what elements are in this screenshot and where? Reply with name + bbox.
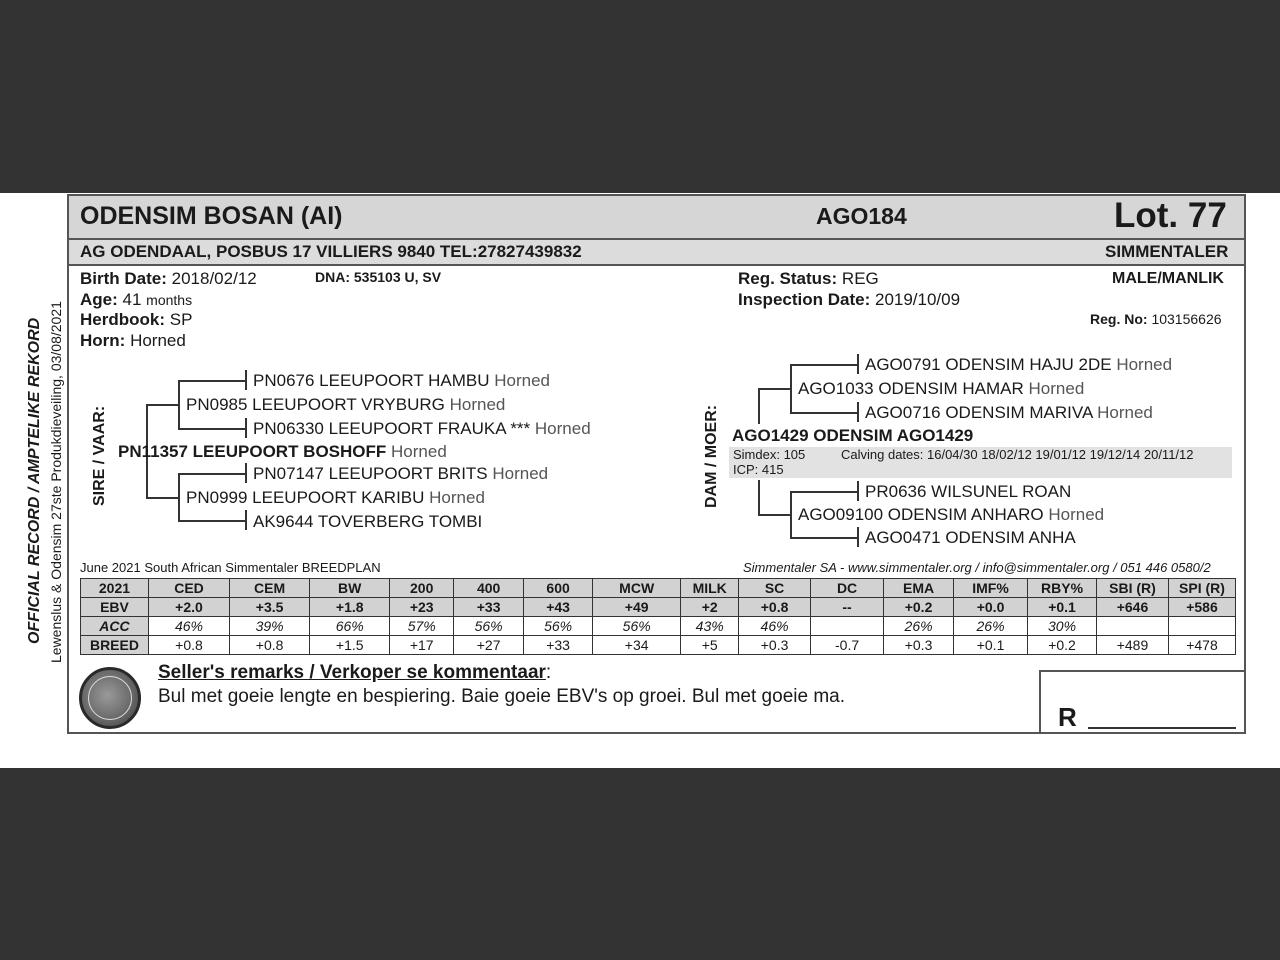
table-cell: +49 [593, 598, 681, 617]
dam-ggd1: AGO0716 ODENSIM MARIVA Horned [865, 403, 1153, 422]
dam-ggs2: PR0636 WILSUNEL ROAN [865, 482, 1072, 501]
table-cell: +0.8 [148, 636, 229, 655]
table-cell: +586 [1168, 598, 1235, 617]
sire-label: SIRE / VAAR: [91, 405, 108, 506]
breed-label: SIMMENTALER [1105, 242, 1229, 261]
price-input-line [1088, 727, 1236, 729]
table-cell: +3.5 [230, 598, 310, 617]
animal-name: ODENSIM BOSAN (AI) [80, 202, 343, 230]
herdbook: Herdbook: SP [80, 310, 193, 329]
table-cell: +2 [681, 598, 739, 617]
col-header: IMF% [954, 579, 1028, 598]
lot-number: Lot. 77 [1114, 196, 1227, 235]
table-cell: +27 [454, 636, 524, 655]
col-header: MCW [593, 579, 681, 598]
society-contact: Simmentaler SA - www.simmentaler.org / info@simmentaler.org / 051 446 0580/2 [743, 560, 1211, 575]
table-cell: +34 [593, 636, 681, 655]
table-cell [1168, 617, 1235, 636]
table-cell: +2.0 [148, 598, 229, 617]
table-cell: -0.7 [811, 636, 884, 655]
col-header: CEM [230, 579, 310, 598]
table-cell: 56% [593, 617, 681, 636]
dam-gs1: AGO1033 ODENSIM HAMAR Horned [798, 379, 1085, 398]
row-header: BREED [81, 636, 149, 655]
table-cell: +0.8 [739, 598, 811, 617]
table-cell: 26% [954, 617, 1028, 636]
table-cell: 56% [524, 617, 593, 636]
table-row [81, 617, 1236, 636]
sex-label: MALE/MANLIK [1112, 270, 1224, 287]
official-record-label: OFFICIAL RECORD / AMPTELIKE REKORD [26, 317, 43, 644]
col-header: MILK [681, 579, 739, 598]
age: Age: 41 months [80, 290, 193, 309]
table-cell: +1.5 [310, 636, 390, 655]
col-header: SBI (R) [1097, 579, 1169, 598]
table-cell: +0.0 [954, 598, 1028, 617]
animal-code: AGO184 [816, 203, 907, 229]
ebv-header-row [81, 579, 1236, 598]
table-cell: +478 [1168, 636, 1235, 655]
col-header: 2021 [81, 579, 149, 598]
sire-gd1: PN0999 LEEUPOORT KARIBU Horned [186, 488, 485, 507]
table-cell [1097, 617, 1169, 636]
table-cell: +0.2 [884, 598, 954, 617]
sire-ggs1: PN0676 LEEUPOORT HAMBU Horned [253, 371, 551, 390]
sire-ggd2: AK9644 TOVERBERG TOMBI [253, 512, 483, 531]
col-header: SPI (R) [1168, 579, 1235, 598]
table-cell: +23 [390, 598, 454, 617]
table-cell: +1.8 [310, 598, 390, 617]
table-cell: +646 [1097, 598, 1169, 617]
breedplan-note: June 2021 South African Simmentaler BREEDPLAN [80, 560, 381, 575]
table-cell: 46% [739, 617, 811, 636]
col-header: BW [310, 579, 390, 598]
table-cell: +17 [390, 636, 454, 655]
table-cell: 66% [310, 617, 390, 636]
dam-ggs1: AGO0791 ODENSIM HAJU 2DE Horned [865, 355, 1173, 374]
table-cell: +0.2 [1028, 636, 1097, 655]
table-cell: +0.3 [884, 636, 954, 655]
table-cell: 30% [1028, 617, 1097, 636]
dam-name: AGO1429 ODENSIM AGO1429 [732, 426, 974, 445]
remarks-title: Seller's remarks / Verkoper se kommentaar: [158, 662, 552, 683]
inspection-date: Inspection Date: 2019/10/09 [738, 290, 961, 309]
table-cell: +0.1 [1028, 598, 1097, 617]
dam-ggd2: AGO0471 ODENSIM ANHA [865, 528, 1076, 547]
col-header: 200 [390, 579, 454, 598]
table-cell: +33 [524, 636, 593, 655]
price-label: R [1058, 702, 1077, 732]
table-cell: -- [811, 598, 884, 617]
dam-simdex: Simdex: 105 [733, 447, 806, 462]
reg-number: Reg. No: 103156626 [1090, 311, 1222, 327]
table-cell: 46% [148, 617, 229, 636]
row-header: ACC [81, 617, 149, 636]
owner-info: AG ODENDAAL, POSBUS 17 VILLIERS 9840 TEL:27827439832 [80, 242, 582, 261]
table-cell: 57% [390, 617, 454, 636]
sire-ggs2: PN07147 LEEUPOORT BRITS Horned [253, 464, 549, 483]
table-cell: +0.3 [739, 636, 811, 655]
col-header: DC [811, 579, 884, 598]
dam-icp: ICP: 415 [733, 462, 784, 477]
sire-ggd1: PN06330 LEEUPOORT FRAUKA *** Horned [253, 419, 591, 438]
table-cell: +43 [524, 598, 593, 617]
col-header: EMA [884, 579, 954, 598]
table-cell: +33 [454, 598, 524, 617]
dam-label: DAM / MOER: [703, 404, 720, 508]
table-cell [811, 617, 884, 636]
sale-label: Lewenslus & Odensim 27ste Produkdieveiling, 03/08/2021 [48, 301, 64, 663]
col-header: CED [148, 579, 229, 598]
table-cell: +0.1 [954, 636, 1028, 655]
table-cell: +489 [1097, 636, 1169, 655]
table-cell: +5 [681, 636, 739, 655]
table-cell: +0.8 [230, 636, 310, 655]
ebv-table [80, 578, 1236, 655]
simmentaler-logo-icon [79, 667, 141, 729]
table-cell: 39% [230, 617, 310, 636]
col-header: SC [739, 579, 811, 598]
row-header: EBV [81, 598, 149, 617]
table-cell: 56% [454, 617, 524, 636]
col-header: 600 [524, 579, 593, 598]
sire-gs1: PN0985 LEEUPOORT VRYBURG Horned [186, 395, 506, 414]
dam-gd1: AGO09100 ODENSIM ANHARO Horned [798, 505, 1105, 524]
table-cell: 43% [681, 617, 739, 636]
sire-name: PN11357 LEEUPOORT BOSHOFF Horned [118, 442, 447, 461]
col-header: RBY% [1028, 579, 1097, 598]
remarks-text: Bul met goeie lengte en bespiering. Baie goeie EBV's op groei. Bul met goeie ma. [158, 686, 845, 707]
birth-date: Birth Date: 2018/02/12 [80, 269, 257, 288]
table-row [81, 636, 1236, 655]
table-cell: 26% [884, 617, 954, 636]
dam-calving-dates: Calving dates: 16/04/30 18/02/12 19/01/12 19/12/14 20/11/12 [841, 447, 1194, 462]
col-header: 400 [454, 579, 524, 598]
dna-info: DNA: 535103 U, SV [315, 269, 442, 285]
horn: Horn: Horned [80, 331, 186, 350]
reg-status: Reg. Status: REG [738, 269, 879, 288]
table-row [81, 598, 1236, 617]
